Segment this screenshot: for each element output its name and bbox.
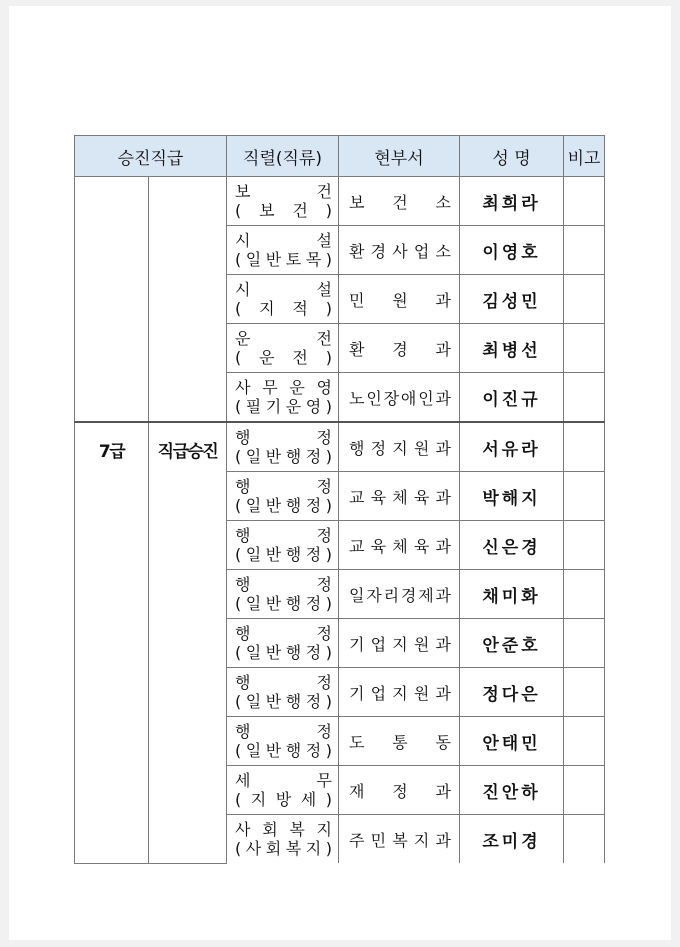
person-name: 최병선 [460, 324, 564, 373]
person-name: 정다은 [460, 668, 564, 717]
person-name: 안태민 [460, 717, 564, 766]
job-class-text: ( 지 적 ) [235, 299, 332, 318]
job-class-text: ( 사 회 복 지 ) [235, 839, 332, 858]
job-class-text: ( 일 반 행 정 ) [235, 741, 332, 760]
person-name: 이진규 [460, 373, 564, 423]
department-text: 재 정 과 [349, 781, 452, 801]
job-series-text: 행 정 [235, 575, 333, 594]
job-class-text: ( 일 반 행 정 ) [235, 496, 332, 515]
job-class-text: ( 필 기 운 영 ) [235, 397, 332, 416]
job-series-text: 사 무 운 영 [235, 378, 332, 397]
header-note: 비고 [564, 136, 605, 177]
department-cell [339, 668, 460, 717]
department-text: 민 원 과 [349, 290, 452, 310]
department-cell [339, 226, 460, 275]
promotion-type-cell: 직급승진 [149, 422, 227, 863]
department-cell [339, 422, 460, 472]
note-cell [564, 668, 605, 717]
department-cell [339, 472, 460, 521]
department-cell [339, 717, 460, 766]
kind-cell-top [149, 177, 227, 423]
job-series-cell [227, 472, 339, 521]
grade-cell-top [75, 177, 149, 423]
job-series-text: 운 전 [235, 329, 333, 348]
department-text: 환 경 사 업 소 [349, 241, 451, 261]
job-series-cell [227, 373, 339, 423]
department-cell [339, 177, 460, 226]
department-cell [339, 766, 460, 815]
person-name: 최희라 [460, 177, 564, 226]
job-series-cell [227, 570, 339, 619]
job-series-text: 세 무 [235, 771, 333, 790]
job-series-text: 행 정 [235, 526, 333, 545]
job-series-cell [227, 717, 339, 766]
note-cell [564, 521, 605, 570]
note-cell [564, 766, 605, 815]
note-cell [564, 324, 605, 373]
note-cell [564, 373, 605, 423]
grade-cell: 7급 [75, 422, 149, 863]
person-name: 조미경 [460, 815, 564, 864]
department-text: 기 업 지 원 과 [349, 634, 451, 654]
job-series-text: 사 회 복 지 [235, 820, 332, 839]
department-cell [339, 619, 460, 668]
department-cell [339, 521, 460, 570]
header-job: 직렬(직류) [227, 136, 339, 177]
promotion-table [74, 135, 605, 864]
job-class-text: ( 일 반 행 정 ) [235, 545, 332, 564]
job-series-text: 행 정 [235, 722, 333, 741]
person-name: 김성민 [460, 275, 564, 324]
person-name: 진안하 [460, 766, 564, 815]
department-text: 환 경 과 [349, 339, 452, 359]
department-cell [339, 815, 460, 864]
department-cell [339, 324, 460, 373]
header-row [75, 136, 605, 177]
department-text: 교 육 체 육 과 [349, 487, 451, 507]
header-name: 성 명 [460, 136, 564, 177]
job-series-cell [227, 619, 339, 668]
department-text: 기 업 지 원 과 [349, 683, 451, 703]
job-series-text: 행 정 [235, 673, 333, 692]
table-row [75, 422, 605, 472]
job-series-cell [227, 324, 339, 373]
job-series-cell [227, 177, 339, 226]
department-text: 보 건 소 [349, 192, 452, 212]
person-name: 박해지 [460, 472, 564, 521]
job-series-cell [227, 766, 339, 815]
job-series-cell [227, 275, 339, 324]
note-cell [564, 815, 605, 864]
job-class-text: ( 일 반 행 정 ) [235, 643, 332, 662]
department-text: 교 육 체 육 과 [349, 536, 451, 556]
note-cell [564, 275, 605, 324]
note-cell [564, 619, 605, 668]
job-series-cell [227, 226, 339, 275]
note-cell [564, 717, 605, 766]
department-cell [339, 373, 460, 423]
table-body [75, 177, 605, 864]
department-text: 노 인 장 애 인 과 [349, 388, 451, 408]
job-series-cell [227, 668, 339, 717]
job-series-text: 시 설 [235, 231, 333, 250]
table-row [75, 177, 605, 226]
job-series-text: 행 정 [235, 477, 333, 496]
job-series-cell [227, 521, 339, 570]
note-cell [564, 472, 605, 521]
job-class-text: ( 일 반 토 목 ) [235, 250, 332, 269]
job-class-text: ( 일 반 행 정 ) [235, 692, 332, 711]
note-cell [564, 226, 605, 275]
job-class-text: ( 보 건 ) [235, 201, 332, 220]
job-class-text: ( 일 반 행 정 ) [235, 447, 332, 466]
person-name: 신은경 [460, 521, 564, 570]
department-cell [339, 275, 460, 324]
person-name: 서유라 [460, 422, 564, 472]
job-class-text: ( 운 전 ) [235, 348, 332, 367]
header-grade: 승진직급 [75, 136, 227, 177]
header-dept: 현부서 [339, 136, 460, 177]
department-text: 행 정 지 원 과 [349, 438, 451, 458]
job-series-text: 보 건 [235, 182, 333, 201]
note-cell [564, 422, 605, 472]
job-series-text: 행 정 [235, 428, 333, 447]
department-text: 도 통 동 [349, 732, 452, 752]
note-cell [564, 570, 605, 619]
job-class-text: ( 지 방 세 ) [235, 790, 332, 809]
job-series-text: 시 설 [235, 280, 333, 299]
job-class-text: ( 일 반 행 정 ) [235, 594, 332, 613]
job-series-cell [227, 815, 339, 864]
department-text: 주 민 복 지 과 [349, 830, 451, 850]
person-name: 안준호 [460, 619, 564, 668]
job-series-cell [227, 422, 339, 472]
note-cell [564, 177, 605, 226]
job-series-text: 행 정 [235, 624, 333, 643]
person-name: 채미화 [460, 570, 564, 619]
department-cell [339, 570, 460, 619]
person-name: 이영호 [460, 226, 564, 275]
department-text: 일 자 리 경 제 과 [349, 585, 451, 605]
